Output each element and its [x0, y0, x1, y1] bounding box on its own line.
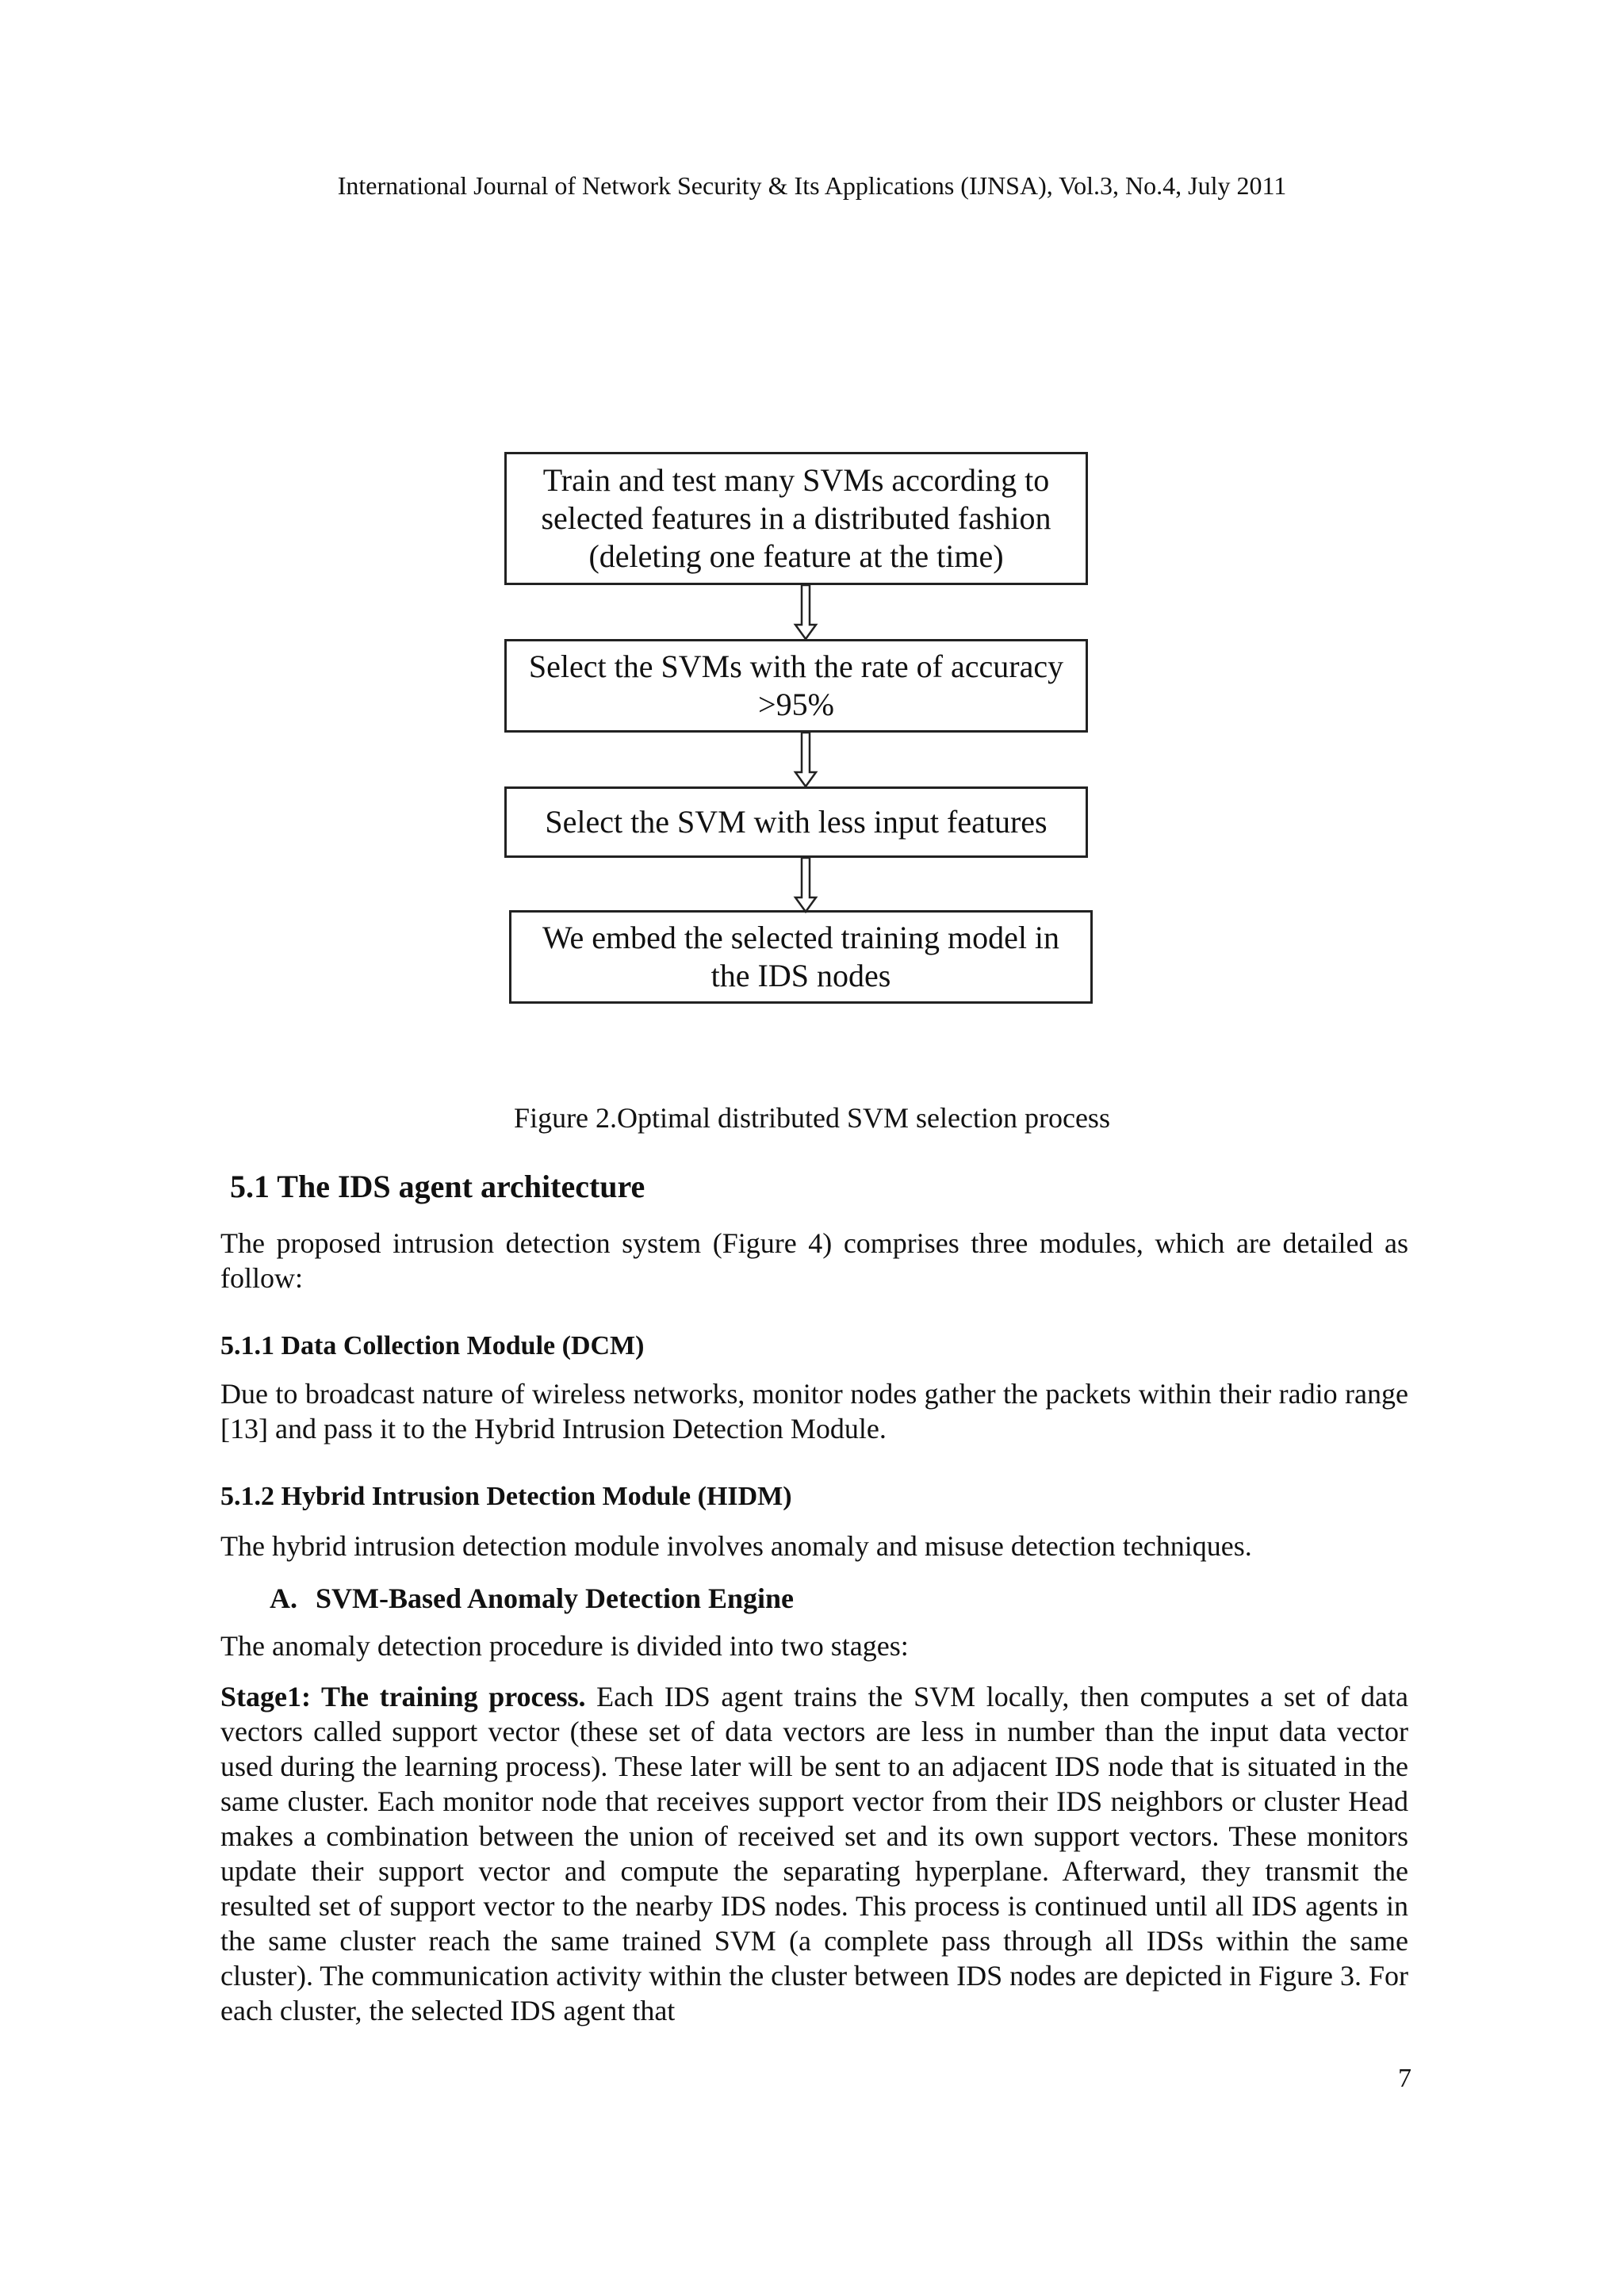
stage1-text: Each IDS agent trains the SVM locally, then computes a set of data vectors called support vector (these set of data vectors are less in number than the input data vector used during the learning process). These later will be sent to an adjacent IDS node that is situated in the same cluster. Each monitor node that receives support vector from their IDS neighbors or cluster Head makes a combination between the union of received set and its own support vectors. These monitors update their support vector and compute the separating hyperplane. Afterward, they transmit the resulted set of support vector to the nearby IDS nodes. This process is continued until all IDS agents in the same cluster reach the same trained SVM (a complete pass through all IDSs within the same cluster). The communication activity within the cluster between IDS nodes are depicted in Figure 3. For each cluster, the selected IDS agent that	[220, 1681, 1408, 2026]
figure-caption: Figure 2.Optimal distributed SVM selection process	[514, 1102, 1110, 1134]
flow-step-2	[504, 639, 1088, 733]
page-number: 7	[1398, 2064, 1411, 2093]
stage1-label: Stage1: The training process.	[220, 1681, 586, 1712]
flow-arrow-2-icon	[793, 733, 818, 788]
flow-step-3-text: Select the SVM with less input features	[545, 804, 1048, 840]
running-header: International Journal of Network Security & Its Applications (IJNSA), Vol.3, No.4, July 2011	[337, 171, 1287, 200]
section-intro-paragraph: The proposed intrusion detection system (Figure 4) comprises three modules, which are detailed as follow:	[220, 1227, 1408, 1294]
engine-heading-text: SVM-Based Anomaly Detection Engine	[316, 1582, 794, 1614]
engine-intro-paragraph: The anomaly detection procedure is divided into two stages:	[220, 1630, 909, 1662]
hidm-paragraph: The hybrid intrusion detection module involves anomaly and misuse detection techniques.	[220, 1530, 1252, 1562]
dcm-heading: 5.1.1 Data Collection Module (DCM)	[220, 1331, 645, 1360]
flow-step-1	[504, 452, 1088, 585]
flow-arrow-1-icon	[793, 585, 818, 641]
flow-step-1-text: Train and test many SVMs according to selected features in a distributed fashion (deleting one feature at the time)	[541, 462, 1051, 574]
stage1-paragraph	[220, 1679, 1408, 2028]
flow-step-3	[504, 786, 1088, 858]
flow-step-4-text: We embed the selected training model in the IDS nodes	[542, 920, 1060, 993]
dcm-paragraph: Due to broadcast nature of wireless networks, monitor nodes gather the packets within their radio range [13] and pass it to the Hybrid Intrusion Detection Module.	[220, 1378, 1408, 1445]
flow-step-4	[509, 910, 1093, 1004]
flow-step-2-text: Select the SVMs with the rate of accuracy >95%	[528, 649, 1064, 722]
hidm-heading: 5.1.2 Hybrid Intrusion Detection Module (HIDM)	[220, 1482, 792, 1511]
section-heading: 5.1 The IDS agent architecture	[230, 1169, 645, 1204]
flow-arrow-3-icon	[793, 858, 818, 913]
engine-heading-marker: A.	[270, 1582, 297, 1614]
engine-heading	[270, 1581, 794, 1616]
